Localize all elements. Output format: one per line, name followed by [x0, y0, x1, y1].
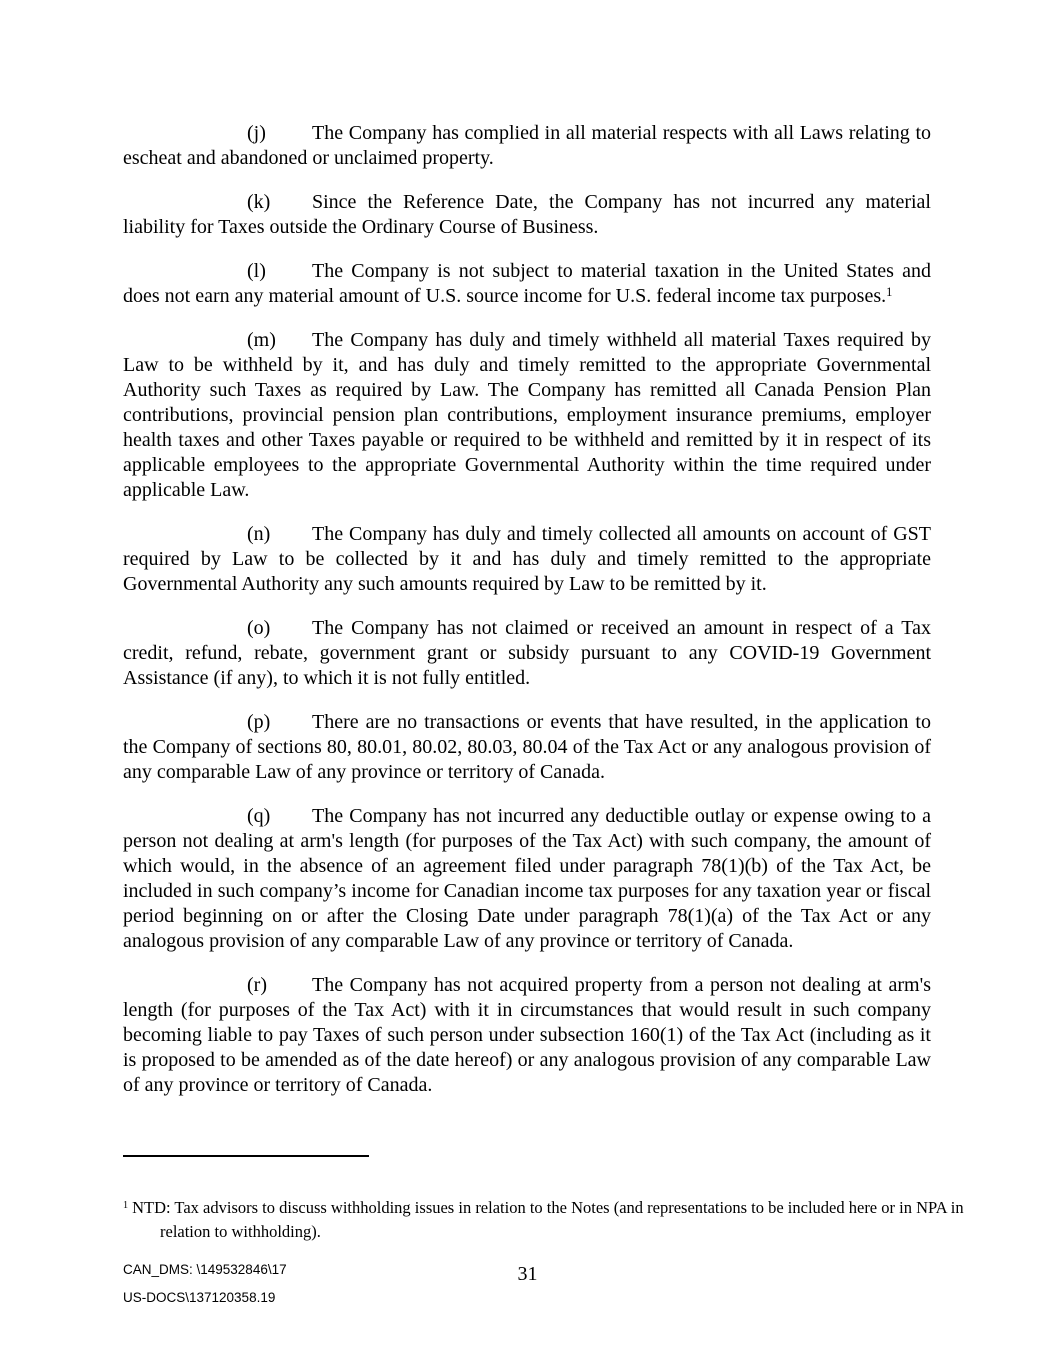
footer-doc-id-line-2: US-DOCS\137120358.19: [123, 1290, 276, 1305]
paragraph-label: (q): [247, 805, 271, 827]
paragraph-label: (o): [247, 617, 271, 639]
paragraph-p: (p) There are no transactions or events that have resulted, in the application to the Company of sections 80, 80.01, 80.02, 80.03, 80.04 of the Tax Act or any analogous provision of any comparable Law of any province or territory of Canada.: [123, 711, 931, 783]
footnote-separator: [123, 1155, 369, 1157]
paragraph-list: [123, 121, 931, 1117]
paragraph-n: (n) The Company has duly and timely collected all amounts on account of GST required by Law to be collected by it and has duly and timely remitted to the appropriate Governmental Authority any such amounts required by Law to be remitted by it.: [123, 523, 931, 595]
footnote-reference: 1: [886, 285, 893, 300]
footnote-text: NTD: Tax advisors to discuss withholding issues in relation to the Notes (and representations to be included here or in NPA in relation to withholding).: [132, 1198, 964, 1241]
paragraph-l: (l) The Company is not subject to material taxation in the United States and does not earn any material amount of U.S. source income for U.S. federal income tax purposes.$^1$: [123, 260, 931, 307]
paragraph-r: (r) The Company has not acquired property from a person not dealing at arm's length (for purposes of the Tax Act) with it in circumstances that would result in such company becoming liable to pay Taxes of such person under subsection 160(1) of the Tax Act (including as it is proposed to be amended as of the date hereof) or any analogous provision of any comparable Law of any province or territory of Canada.: [123, 974, 931, 1096]
paragraph-j: (j) The Company has complied in all material respects with all Laws relating to escheat and abandoned or unclaimed property.: [123, 122, 931, 169]
paragraph-label: (j): [247, 122, 266, 144]
footnote: [123, 1196, 972, 1244]
paragraph-o: (o) The Company has not claimed or received an amount in respect of a Tax credit, refund, rebate, government grant or subsidy pursuant to any COVID-19 Government Assistance (if any), to which it is not fully entitled.: [123, 617, 931, 689]
paragraph-label: (n): [247, 523, 271, 545]
paragraph-label: (p): [247, 711, 271, 733]
paragraph-label: (m): [247, 329, 276, 351]
paragraph-m: (m) The Company has duly and timely withheld all material Taxes required by Law to be withheld by it, and has duly and timely remitted to the appropriate Governmental Authority such Taxes as required by Law. The Company has remitted all Canada Pension Plan contributions, provincial pension plan contributions, employment insurance premiums, employer health taxes and other Taxes payable or required to be withheld and remitted by it in respect of its applicable employees to the appropriate Governmental Authority within the time required under applicable Law.: [123, 329, 931, 501]
paragraph-label: (l): [247, 260, 266, 282]
footnote-marker: 1: [123, 1200, 129, 1212]
paragraph-k: (k) Since the Reference Date, the Company has not incurred any material liability for Taxes outside the Ordinary Course of Business.: [123, 191, 931, 238]
paragraph-label: (k): [247, 191, 271, 213]
footer-doc-id-line-1: CAN_DMS: \149532846\17: [123, 1262, 287, 1277]
page-number: 31: [517, 1263, 538, 1285]
paragraph-label: (r): [247, 974, 267, 996]
paragraph-q: (q) The Company has not incurred any deductible outlay or expense owing to a person not dealing at arm's length (for purposes of the Tax Act) with such company, the amount of which would, in the absence of an agreement filed under paragraph 78(1)(b) of the Tax Act, be included in such company’s income for Canadian income tax purposes for any taxation year or fiscal period beginning on or after the Closing Date under paragraph 78(1)(a) of the Tax Act or any analogous provision of any comparable Law of any province or territory of Canada.: [123, 805, 931, 952]
